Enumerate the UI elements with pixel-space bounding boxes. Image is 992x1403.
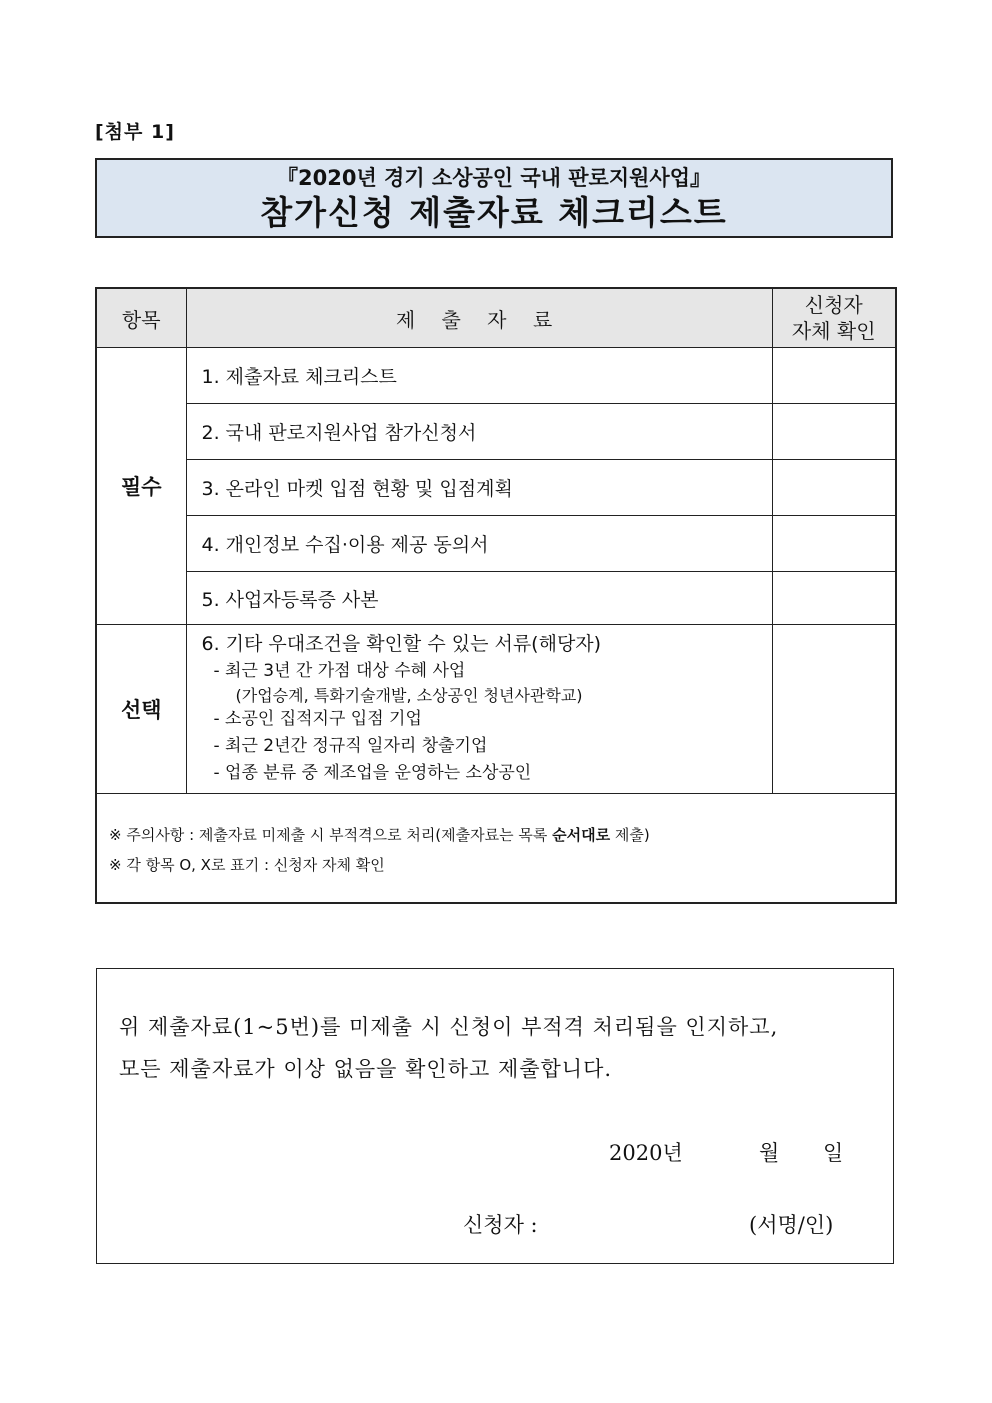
category-optional: 선택 [96,625,186,794]
attachment-label: [첨부 1] [95,121,175,143]
header-confirm-line1: 신청자 [804,293,863,317]
optional-item-title: 6. 기타 우대조건을 확인할 수 있는 서류(해당자) [201,633,602,655]
date-month: 월 [759,1141,780,1165]
confirmation-box [96,968,894,1264]
confirm-cell-2[interactable] [772,404,896,460]
confirm-cell-3[interactable] [772,460,896,516]
confirmation-line-2: 모든 제출자료가 이상 없음을 확인하고 제출합니다. [119,1057,613,1081]
required-item-3: 3. 온라인 마켓 입점 현황 및 입점계획 [186,460,772,516]
optional-line: - 업종 분류 중 제조업을 운영하는 소상공인 [213,763,532,783]
optional-line: (가업승계, 특화기술개발, 소상공인 청년사관학교) [235,686,583,705]
notes-row [96,794,896,904]
date-day: 일 [823,1141,844,1165]
optional-line: - 소공인 집적지구 입점 기업 [213,709,422,729]
checklist-table [95,287,897,904]
signature-field[interactable]: (서명/인) [749,1213,834,1237]
required-item-2: 2. 국내 판로지원사업 참가신청서 [186,404,772,460]
table-header-row [96,288,896,348]
confirm-cell-1[interactable] [772,348,896,404]
optional-line: - 최근 3년 간 가점 대상 수혜 사업 [213,661,466,681]
confirm-cell-6[interactable] [772,625,896,794]
header-confirm [772,288,896,348]
table-row [96,572,896,625]
confirm-cell-4[interactable] [772,516,896,572]
note-caution-bold: 순서대로 [552,826,611,844]
table-row [96,460,896,516]
note-caution [109,820,895,850]
required-item-1: 1. 제출자료 체크리스트 [186,348,772,404]
document-subtitle: 『2020년 경기 소상공인 국내 판로지원사업』 [277,166,711,190]
optional-item [186,625,772,794]
note-marking: ※ 각 항목 O, X로 표기 : 신청자 자체 확인 [109,856,385,874]
notes-cell [96,794,896,904]
table-row [96,625,896,794]
required-item-5: 5. 사업자등록증 사본 [186,572,772,625]
applicant-label: 신청자 : [463,1213,538,1237]
category-required: 필수 [96,348,186,625]
table-row [96,516,896,572]
header-confirm-line2: 자체 확인 [791,319,876,343]
note-caution-suffix: 제출) [610,826,650,844]
confirmation-line-1: 위 제출자료(1~5번)를 미제출 시 신청이 부적격 처리됨을 인지하고, [119,1015,779,1039]
note-caution-prefix: ※ 주의사항 : 제출자료 미제출 시 부적격으로 처리(제출자료는 목록 [109,826,553,844]
table-row [96,348,896,404]
date-year: 2020년 [609,1141,683,1165]
header-materials: 제 출 자 료 [186,288,772,348]
table-row [96,404,896,460]
optional-line: - 최근 2년간 정규직 일자리 창출기업 [213,736,488,756]
header-item: 항목 [96,288,186,348]
document-title: 참가신청 제출자료 체크리스트 [260,193,728,232]
confirm-cell-5[interactable] [772,572,896,625]
required-item-4: 4. 개인정보 수집·이용 제공 동의서 [186,516,772,572]
title-box [95,158,893,238]
